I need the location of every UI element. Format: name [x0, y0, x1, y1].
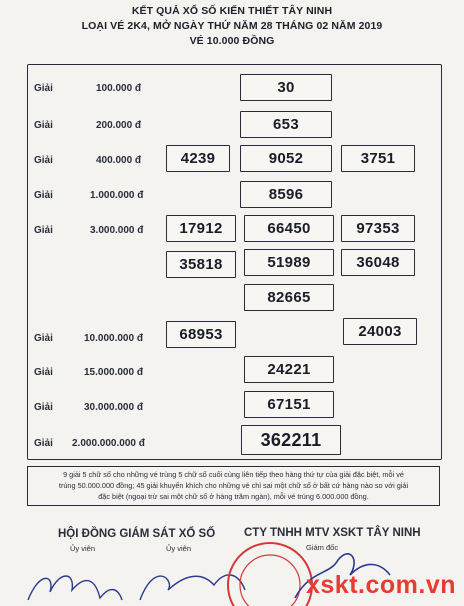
- header-ticket-price: VÉ 10.000 ĐỒNG: [189, 35, 275, 47]
- winning-number: 51989: [244, 249, 334, 276]
- prize-amount: 3.000.000 đ: [90, 225, 144, 236]
- prize-amount: 100.000 đ: [96, 83, 142, 94]
- company-stamp-inner: [240, 555, 300, 606]
- prize-label: Giải: [34, 333, 53, 344]
- company-title: CTY TNHH MTV XSKT TÂY NINH: [244, 527, 421, 539]
- prize-label: Giải: [34, 402, 53, 413]
- prize-label: Giải: [34, 83, 53, 94]
- winning-number: 68953: [166, 321, 236, 348]
- winning-number: 17912: [166, 215, 236, 242]
- winning-number: 24221: [244, 356, 334, 383]
- prize-label: Giải: [34, 367, 53, 378]
- prize-amount: 200.000 đ: [96, 120, 142, 131]
- prize-amount: 1.000.000 đ: [90, 190, 144, 201]
- prize-amount: 400.000 đ: [96, 155, 142, 166]
- member-label: Ủy viên: [70, 544, 96, 553]
- special-prize-number: 362211: [241, 425, 341, 455]
- prize-label: Giải: [34, 155, 53, 166]
- winning-number: 8596: [240, 181, 332, 208]
- member-label: Ủy viên: [166, 544, 192, 553]
- signature-scribble: [28, 576, 122, 600]
- footnote-line: trúng 50.000.000 đồng; 45 giải khuyến khích cho những vé chỉ sai một chữ số ở bất cứ hàng nào so với giải: [58, 481, 409, 490]
- company-stamp: [228, 543, 312, 606]
- winning-number: 67151: [244, 391, 334, 418]
- footnote-line: đặc biệt (ngoại trừ sai một chữ số ở hàng trăm ngàn), mỗi vé trúng 6.000.000 đồng.: [98, 492, 369, 501]
- header-draw-info: LOẠI VÉ 2K4, MỞ NGÀY THỨ NĂM 28 THÁNG 02 NĂM 2019: [81, 20, 383, 32]
- footnote-line: 9 giải 5 chữ số cho những vé trùng 5 chữ số cuối cùng liên tiếp theo hàng thứ tự của giải đặc biệt, mỗi vé: [63, 470, 404, 479]
- winning-number: 9052: [240, 145, 332, 172]
- winning-number: 24003: [343, 318, 417, 345]
- prize-label: Giải: [34, 190, 53, 201]
- winning-number: 3751: [341, 145, 415, 172]
- prize-amount: 2.000.000.000 đ: [72, 438, 145, 449]
- prize-amount: 30.000.000 đ: [84, 402, 143, 413]
- prize-amount: 10.000.000 đ: [84, 333, 143, 344]
- winning-number: 36048: [341, 249, 415, 276]
- winning-number: 30: [240, 74, 332, 101]
- winning-number: 35818: [166, 251, 236, 278]
- winning-number: 82665: [244, 284, 334, 311]
- prize-label: Giải: [34, 120, 53, 131]
- header-title: KẾT QUẢ XỔ SỐ KIẾN THIẾT TÂY NINH: [131, 5, 333, 17]
- winning-number: 97353: [341, 215, 415, 242]
- winning-number: 4239: [166, 145, 230, 172]
- winning-number: 66450: [244, 215, 334, 242]
- site-watermark: xskt.com.vn: [305, 571, 456, 599]
- prize-label: Giải: [34, 438, 53, 449]
- director-label: Giám đốc: [306, 543, 339, 552]
- winning-number: 653: [240, 111, 332, 138]
- prize-label: Giải: [34, 225, 53, 236]
- supervisory-board-title: HỘI ĐỒNG GIÁM SÁT XỔ SỐ: [58, 528, 216, 540]
- prize-amount: 15.000.000 đ: [84, 367, 143, 378]
